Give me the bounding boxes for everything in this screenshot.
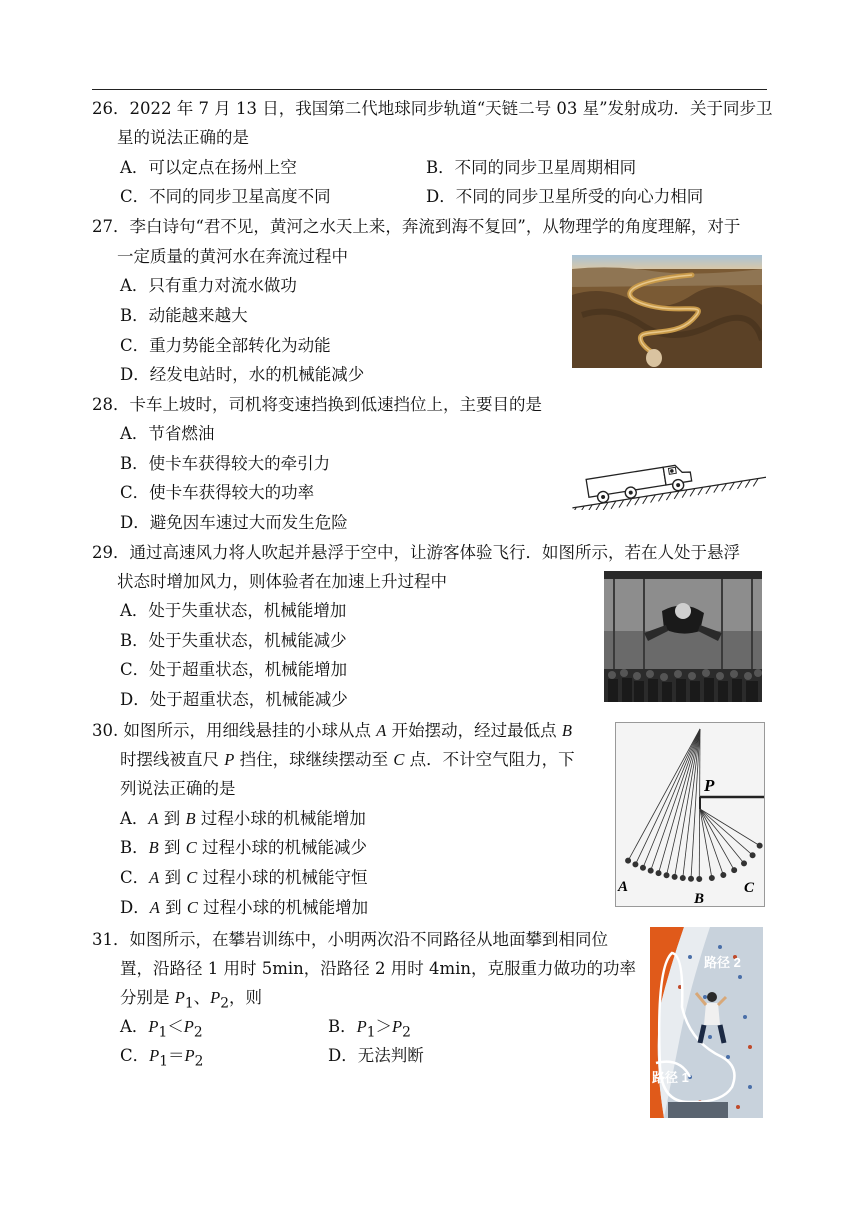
q30-stem-line3: 列说法正确的是 [120,779,236,798]
pendulum-bob [680,875,685,880]
q31-stem-line1: 31．如图所示，在攀岩训练中，小明两次沿不同路径从地面攀到相同位 [92,930,608,949]
pendulum-bob [625,858,630,863]
pendulum-bob [672,874,677,879]
q28-stem: 28．卡车上坡时，司机将变速挡换到低速挡位上，主要目的是 [92,395,542,414]
q27-option-b[interactable]: B．动能越来越大 [120,306,248,325]
pendulum-bob [709,875,714,880]
pendulum-bob [750,853,755,858]
pendulum-bob [656,871,661,876]
pendulum-bob [721,872,726,877]
q27-option-d[interactable]: D．经发电站时，水的机械能减少 [120,365,365,384]
path2-label: 路径 2 [704,955,741,970]
q30-option-a[interactable]: A．A 到 B 过程小球的机械能增加 [120,809,366,828]
q26-option-a[interactable]: A．可以定点在扬州上空 [120,158,297,177]
q26-option-b[interactable]: B．不同的同步卫星周期相同 [426,158,637,177]
q30-option-b[interactable]: B．B 到 C 过程小球的机械能减少 [120,838,367,857]
yellow-river-photo [572,255,762,368]
climbing-wall-photo [650,927,763,1118]
q29-option-a[interactable]: A．处于失重状态，机械能增加 [120,601,347,620]
q30-option-c[interactable]: C．A 到 C 过程小球的机械能守恒 [120,868,368,887]
q29-option-b[interactable]: B．处于失重状态，机械能减少 [120,631,347,650]
pendulum-bob [697,876,702,881]
q29-option-d[interactable]: D．处于超重状态，机械能减少 [120,690,348,709]
pendulum-bob [741,861,746,866]
q31-stem-line2: 置，沿路径 1 用时 5min，沿路径 2 用时 4min，克服重力做功的功率 [120,959,637,978]
label-A: A [618,879,629,895]
q28-option-d[interactable]: D．避免因车速过大而发生危险 [120,513,348,532]
pendulum-figure [615,722,765,907]
label-C: C [744,880,755,896]
q28-option-c[interactable]: C．使卡车获得较大的功率 [120,483,315,502]
label-B: B [694,891,705,906]
q31-option-c[interactable]: C．$P_1=P_2$ [120,1046,204,1070]
truck-on-slope-figure [566,445,766,510]
q26-option-c[interactable]: C．不同的同步卫星高度不同 [120,187,331,206]
q27-stem-line1: 27．李白诗句“君不见，黄河之水天上来，奔流到海不复回”，从物理学的角度理解，对于 [92,217,741,236]
q29-option-c[interactable]: C．处于超重状态，机械能增加 [120,660,348,679]
wind-tunnel-photo [604,571,762,702]
q29-stem-line1: 29．通过高速风力将人吹起并悬浮于空中，让游客体验飞行．如图所示，若在人处于悬浮 [92,543,740,562]
pendulum-bob [688,876,693,881]
q27-option-a[interactable]: A．只有重力对流水做功 [120,276,297,295]
pendulum-bob [757,843,762,848]
q30-stem-line1: 30. 如图所示，用细线悬挂的小球从点 A 开始摆动，经过最低点 B [92,721,572,740]
pendulum-bob [664,873,669,878]
q26-option-d[interactable]: D．不同的同步卫星所受的向心力相同 [426,187,704,206]
q31-stem-line3: 分别是 $P_1$、$P_2$，则 [120,988,262,1012]
q26-stem-line2: 星的说法正确的是 [117,128,249,147]
pendulum-bob [648,868,653,873]
header-rule [92,89,767,90]
q30-stem-line2: 时摆线被直尺 P 挡住，球继续摆动至 C 点．不计空气阻力，下 [120,750,575,769]
pendulum-bob [640,865,645,870]
q29-stem-line2: 状态时增加风力，则体验者在加速上升过程中 [117,572,447,591]
q27-option-c[interactable]: C．重力势能全部转化为动能 [120,336,331,355]
q31-option-d[interactable]: D．无法判断 [328,1046,424,1065]
pendulum-bob [732,867,737,872]
q26-stem-line1: 26．2022 年 7 月 13 日，我国第二代地球同步轨道“天链二号 03 星”发射成功．关于同步卫 [92,99,773,118]
q28-option-b[interactable]: B．使卡车获得较大的牵引力 [120,454,331,473]
label-P: P [704,776,715,795]
path1-label: 路径 1 [652,1070,689,1085]
q31-option-b[interactable]: B．$P_1>P_2$ [328,1017,411,1041]
q30-option-d[interactable]: D．A 到 C 过程小球的机械能增加 [120,898,369,917]
q27-stem-line2: 一定质量的黄河水在奔流过程中 [117,247,348,266]
q28-option-a[interactable]: A．节省燃油 [120,424,215,443]
pendulum-bob [633,862,638,867]
q31-option-a[interactable]: A．$P_1<P_2$ [120,1017,203,1041]
